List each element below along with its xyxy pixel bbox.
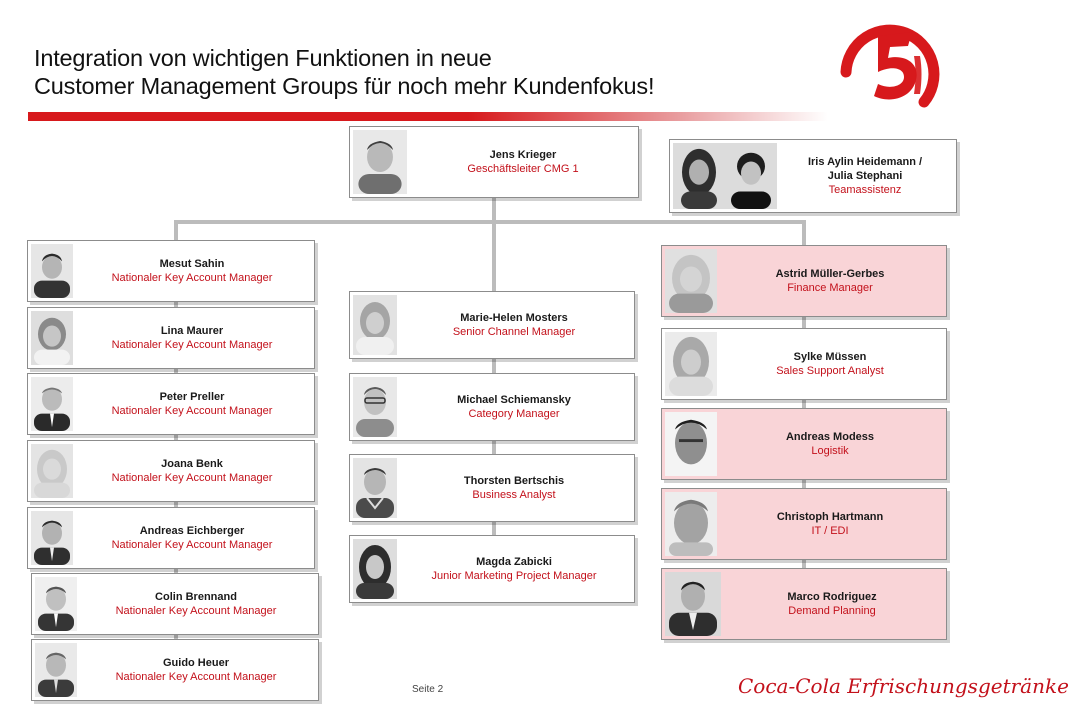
person-role: Nationaler Key Account Manager (111, 272, 273, 284)
person-role: Finance Manager (787, 282, 873, 294)
person-photo (665, 412, 717, 476)
person-role: Senior Channel Manager (452, 326, 576, 338)
box-left-7 (31, 639, 319, 701)
five-logo-icon (828, 10, 948, 120)
box-center-2-text (398, 374, 630, 440)
box-center-3 (349, 454, 635, 522)
assistant-role: Teamassistenz (828, 184, 902, 196)
box-left-5 (27, 507, 315, 569)
person-photo (31, 311, 73, 365)
box-left-1 (27, 240, 315, 302)
person-role: Business Analyst (472, 489, 556, 501)
box-right-1-text (718, 246, 942, 316)
box-right-1 (661, 245, 947, 317)
person-name: Astrid Müller-Gerbes (775, 268, 885, 280)
head-text (412, 127, 634, 197)
person-name: Joana Benk (161, 458, 223, 470)
box-center-4 (349, 535, 635, 603)
person-name: Mesut Sahin (159, 258, 225, 270)
box-center-3-text (398, 455, 630, 521)
assistant-name-1: Iris Aylin Heidemann / (807, 156, 923, 168)
box-right-3-text (718, 409, 942, 479)
head-name: Jens Krieger (489, 149, 557, 161)
box-left-1-text (74, 241, 310, 301)
person-photo (31, 244, 73, 298)
person-photo (665, 332, 717, 396)
person-name: Andreas Modess (785, 431, 875, 443)
person-role: Nationaler Key Account Manager (115, 671, 277, 683)
person-photo (665, 572, 721, 636)
box-right-2 (661, 328, 947, 400)
head-role: Geschäftsleiter CMG 1 (467, 163, 579, 175)
box-right-2-text (718, 329, 942, 399)
person-name: Lina Maurer (160, 325, 224, 337)
title-line-1: Integration von wichtigen Funktionen in neue (34, 45, 492, 71)
person-photo (353, 377, 397, 437)
person-name: Andreas Eichberger (139, 525, 245, 537)
brand-logo: Coca-Cola Erfrischungsgetränke (738, 674, 1069, 698)
person-role: Junior Marketing Project Manager (431, 570, 597, 582)
person-role: Nationaler Key Account Manager (111, 539, 273, 551)
box-left-6 (31, 573, 319, 635)
slide-title (34, 44, 654, 100)
box-right-4 (661, 488, 947, 560)
box-head (349, 126, 639, 198)
box-left-3-text (74, 374, 310, 434)
person-role: IT / EDI (811, 525, 849, 537)
title-line-2: Customer Management Groups für noch mehr Kundenfokus! (34, 73, 655, 99)
person-role: Logistik (811, 445, 849, 457)
assistant-text (778, 140, 952, 212)
box-left-6-text (78, 574, 314, 634)
box-left-7-text (78, 640, 314, 700)
person-role: Nationaler Key Account Manager (111, 405, 273, 417)
person-photo (31, 444, 73, 498)
box-left-3 (27, 373, 315, 435)
person-name: Sylke Müssen (793, 351, 867, 363)
box-left-2 (27, 307, 315, 369)
assistant-photo (673, 143, 777, 209)
person-photo (35, 643, 77, 697)
connector-horizontal (174, 220, 806, 224)
person-photo (665, 492, 717, 556)
box-left-4 (27, 440, 315, 502)
box-right-5-text (722, 569, 942, 639)
person-name: Magda Zabicki (476, 556, 552, 568)
box-center-4-text (398, 536, 630, 602)
title-underline (28, 112, 828, 121)
person-photo (353, 458, 397, 518)
person-role: Demand Planning (788, 605, 876, 617)
person-name: Guido Heuer (162, 657, 229, 669)
person-photo (353, 539, 397, 599)
person-name: Marie-Helen Mosters (460, 312, 568, 324)
connector-head-down (492, 198, 496, 222)
box-right-4-text (718, 489, 942, 559)
head-photo (353, 130, 407, 194)
person-name: Christoph Hartmann (776, 511, 884, 523)
assistant-name-2: Julia Stephani (827, 170, 903, 182)
box-left-4-text (74, 441, 310, 501)
box-right-3 (661, 408, 947, 480)
person-photo (665, 249, 717, 313)
box-assistant (669, 139, 957, 213)
person-name: Peter Preller (159, 391, 225, 403)
person-role: Sales Support Analyst (776, 365, 884, 377)
box-center-1-text (398, 292, 630, 358)
person-name: Marco Rodriguez (787, 591, 877, 603)
page-number: Seite 2 (412, 684, 444, 695)
person-photo (35, 577, 77, 631)
person-role: Nationaler Key Account Manager (111, 472, 273, 484)
person-name: Michael Schiemansky (457, 394, 571, 406)
box-center-2 (349, 373, 635, 441)
box-left-2-text (74, 308, 310, 368)
person-photo (353, 295, 397, 355)
person-role: Nationaler Key Account Manager (111, 339, 273, 351)
box-right-5 (661, 568, 947, 640)
person-name: Colin Brennand (155, 591, 237, 603)
box-left-5-text (74, 508, 310, 568)
person-photo (31, 511, 73, 565)
person-role: Category Manager (468, 408, 560, 420)
person-role: Nationaler Key Account Manager (115, 605, 277, 617)
person-photo (31, 377, 73, 431)
person-name: Thorsten Bertschis (463, 475, 565, 487)
box-center-1 (349, 291, 635, 359)
